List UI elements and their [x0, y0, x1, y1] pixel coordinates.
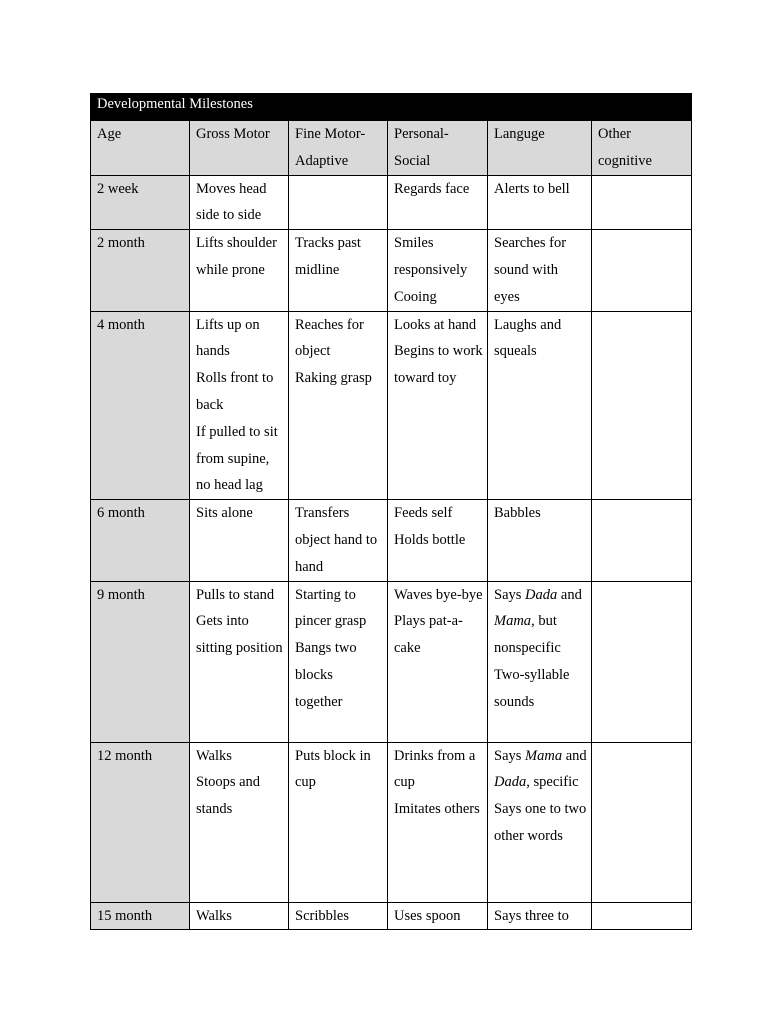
cell-line: Lifts shoulder while prone	[196, 235, 277, 278]
age-cell: 15 month	[91, 902, 190, 930]
other-cognitive-cell	[592, 902, 692, 930]
cell-line: Imitates others	[394, 801, 480, 818]
age-cell: 2 week	[91, 175, 190, 230]
cell-line: Walks	[196, 747, 232, 764]
cell-line: Smiles responsively	[394, 235, 468, 278]
language-cell	[488, 230, 592, 311]
header-age: Age	[91, 121, 190, 176]
table-row	[91, 581, 692, 742]
language-cell	[488, 902, 592, 930]
developmental-milestones-table	[90, 93, 692, 930]
cell-line: Puts block in cup	[295, 747, 371, 791]
other-cognitive-cell	[592, 230, 692, 311]
cell-line: Two-syllable sounds	[494, 666, 570, 710]
cell-line: If pulled to sit from supine, no head lag	[196, 423, 278, 494]
fine-motor-cell	[289, 581, 388, 742]
age-cell: 6 month	[91, 500, 190, 581]
personal-social-cell	[388, 175, 488, 230]
gross-motor-cell	[190, 742, 289, 902]
cell-line: Stoops and stands	[196, 774, 261, 818]
header-language: Languge	[488, 121, 592, 176]
cell-line: Uses spoon	[394, 907, 461, 924]
cell-line: Babbles	[494, 505, 541, 522]
language-cell	[488, 500, 592, 581]
fine-motor-cell	[289, 902, 388, 930]
fine-motor-cell	[289, 742, 388, 902]
other-cognitive-cell	[592, 175, 692, 230]
fine-motor-cell	[289, 175, 388, 230]
gross-motor-cell	[190, 902, 289, 930]
cell-line: Looks at hand	[394, 316, 477, 333]
age-cell: 9 month	[91, 581, 190, 742]
fine-motor-cell	[289, 230, 388, 311]
gross-motor-cell	[190, 175, 289, 230]
cell-line: Walks	[196, 907, 232, 924]
cell-line: Scribbles	[295, 907, 349, 924]
language-cell	[488, 311, 592, 500]
table-row	[91, 311, 692, 500]
cell-line: Sits alone	[196, 505, 253, 522]
age-cell: 4 month	[91, 311, 190, 500]
header-fine-motor: Fine Motor-Adaptive	[289, 121, 388, 176]
cell-line: Drinks from a cup	[394, 747, 476, 791]
cell-line: Holds bottle	[394, 531, 466, 548]
cell-line: Laughs and squeals	[494, 316, 562, 360]
gross-motor-cell	[190, 581, 289, 742]
language-cell	[488, 742, 592, 902]
table-row	[91, 742, 692, 902]
table-title-row	[91, 94, 692, 121]
language-cell	[488, 175, 592, 230]
personal-social-cell	[388, 230, 488, 311]
cell-line: Pulls to stand	[196, 586, 275, 603]
cell-line: Tracks past midline	[295, 235, 361, 278]
personal-social-cell	[388, 581, 488, 742]
personal-social-cell	[388, 500, 488, 581]
cell-line: Plays pat-a-cake	[394, 613, 463, 657]
gross-motor-cell	[190, 230, 289, 311]
cell-line: Alerts to bell	[494, 180, 570, 197]
table-title: Developmental Milestones	[91, 94, 692, 121]
cell-line: Says Dada and Mama, but nonspecific	[494, 586, 582, 657]
cell-line: Bangs two blocks together	[295, 640, 357, 710]
cell-line: Says three to	[494, 907, 569, 924]
language-cell	[488, 581, 592, 742]
cell-line: Begins to work toward toy	[394, 343, 483, 387]
cell-line: Starting to pincer grasp	[295, 586, 367, 630]
cell-line: Reaches for object	[295, 316, 364, 360]
cell-line: Transfers object hand to hand	[295, 505, 378, 575]
cell-line: Lifts up on hands	[196, 316, 260, 360]
personal-social-cell	[388, 742, 488, 902]
header-other-cognitive: Other cognitive	[592, 121, 692, 176]
table-row	[91, 500, 692, 581]
cell-line: Waves bye-bye	[394, 586, 483, 603]
cell-line: Regards face	[394, 180, 470, 197]
personal-social-cell	[388, 902, 488, 930]
personal-social-cell	[388, 311, 488, 500]
cell-line: Searches for sound with eyes	[494, 235, 567, 305]
header-gross-motor: Gross Motor	[190, 121, 289, 176]
fine-motor-cell	[289, 500, 388, 581]
cell-line: Gets into sitting position	[196, 613, 283, 657]
fine-motor-cell	[289, 311, 388, 500]
cell-line: Raking grasp	[295, 370, 372, 387]
cell-line: Feeds self	[394, 505, 453, 522]
header-personal-social: Personal-Social	[388, 121, 488, 176]
other-cognitive-cell	[592, 500, 692, 581]
gross-motor-cell	[190, 311, 289, 500]
cell-line: Says Mama and Dada, specific	[494, 747, 587, 791]
age-cell: 12 month	[91, 742, 190, 902]
table-header-row	[91, 121, 692, 176]
cell-line: Moves head side to side	[196, 180, 267, 224]
other-cognitive-cell	[592, 311, 692, 500]
other-cognitive-cell	[592, 742, 692, 902]
table-row	[91, 902, 692, 930]
cell-line: Cooing	[394, 288, 437, 305]
other-cognitive-cell	[592, 581, 692, 742]
cell-line: Rolls front to back	[196, 370, 274, 413]
age-cell: 2 month	[91, 230, 190, 311]
table-row	[91, 175, 692, 230]
gross-motor-cell	[190, 500, 289, 581]
cell-line: Says one to two other words	[494, 801, 587, 844]
table-row	[91, 230, 692, 311]
